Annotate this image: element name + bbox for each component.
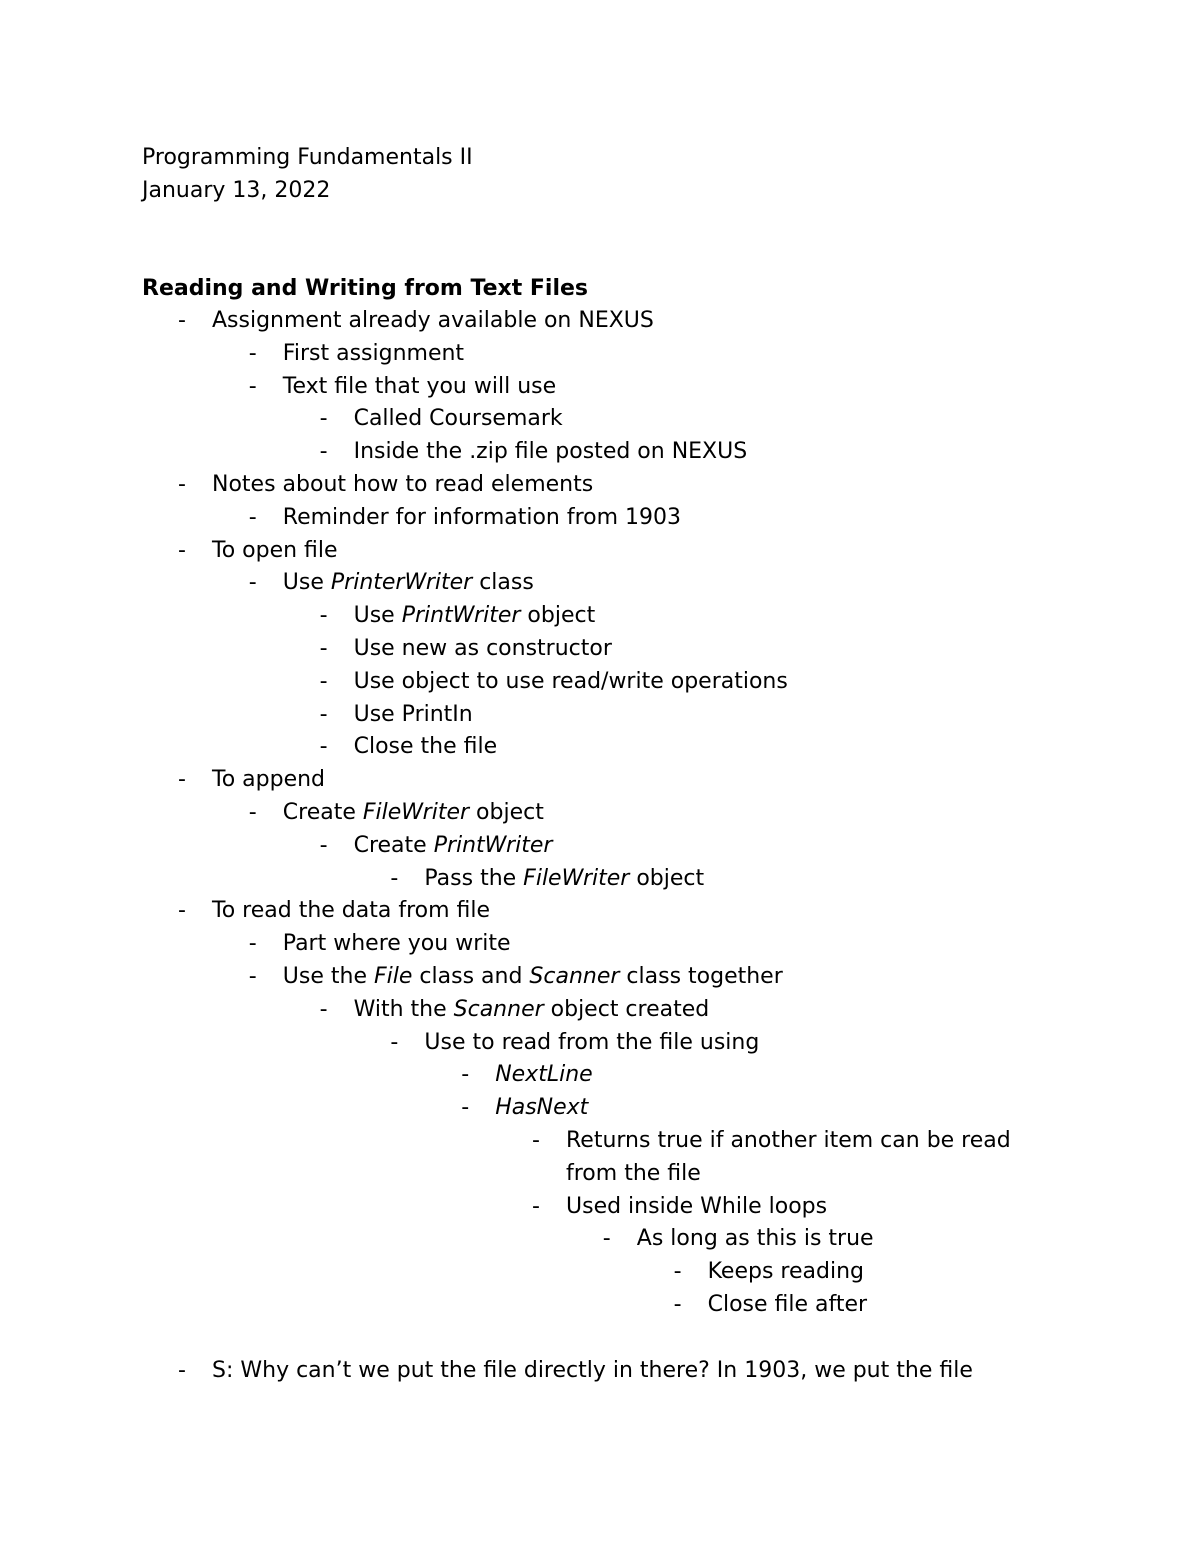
text-segment: Close the file [353,734,498,760]
italic-term: FileWriter [523,865,630,891]
list-item [0,633,1200,666]
text-segment: Use the [282,963,374,989]
list-item-text [212,895,490,928]
list-item-text [495,1092,588,1125]
list-item-text [354,600,596,633]
text-segment: Pass the [424,865,524,891]
list-item-text [283,961,783,994]
list-item-text [566,1191,827,1224]
list-item [0,961,1200,994]
blank-line [0,1322,1200,1355]
list-item-text [566,1125,1046,1191]
bullet-dash: - [178,1357,186,1383]
text-segment: Notes about how to read elements [212,471,594,497]
text-segment: Use to read from the file using [424,1029,760,1055]
bullet-dash: - [319,635,328,661]
bullet-dash: - [319,439,328,465]
italic-term: Scanner [453,996,544,1022]
notes-list [0,305,1200,1387]
list-item-text [354,666,788,699]
text-segment: Used inside While loops [566,1193,828,1219]
text-segment: Called Coursemark [353,406,563,432]
italic-term: File [374,963,413,989]
list-item [0,502,1200,535]
list-item-text [354,699,473,732]
list-item [0,830,1200,863]
list-item [0,1223,1200,1256]
text-segment: Use PrintIn [353,701,473,727]
text-segment: object created [543,996,710,1022]
list-item [0,371,1200,404]
bullet-dash: - [319,406,328,432]
italic-term: PrintWriter [401,603,521,629]
list-item-text [212,764,325,797]
list-item [0,469,1200,502]
bullet-dash: - [461,1095,470,1121]
bullet-dash: - [248,340,257,366]
list-item [0,731,1200,764]
list-item [0,928,1200,961]
list-item-text [708,1256,864,1289]
bullet-dash: - [673,1259,682,1285]
italic-term: HasNext [495,1095,589,1121]
bullet-dash: - [390,865,399,891]
list-item-text [283,338,464,371]
list-item-text [283,928,511,961]
list-item-text [283,371,556,404]
text-segment: Close file after [707,1291,868,1317]
text-segment: As long as this is true [636,1226,874,1252]
text-segment: S: Why can’t we put the file directly in there? In 1903, we put the file [212,1357,973,1383]
bullet-dash: - [178,471,186,497]
list-item [0,1256,1200,1289]
text-segment: object [469,799,544,825]
list-item-text [354,403,563,436]
italic-term: FileWriter [362,799,470,825]
list-item-text [283,502,681,535]
bullet-dash: - [319,668,328,694]
text-segment: Keeps reading [707,1259,864,1285]
list-item [0,403,1200,436]
list-item [0,1059,1200,1092]
list-item-text [212,535,338,568]
bullet-dash: - [319,996,328,1022]
list-item [0,1027,1200,1060]
list-item [0,1125,1200,1191]
bullet-dash: - [248,799,257,825]
text-segment: Use new as constructor [353,635,612,661]
list-item [0,797,1200,830]
bullet-dash: - [248,504,257,530]
text-segment: Use [282,570,331,596]
bullet-dash: - [319,701,328,727]
bullet-dash: - [390,1029,399,1055]
text-segment: class [472,570,534,596]
section-heading: Reading and Writing from Text Files [142,276,588,301]
bullet-dash: - [248,373,257,399]
bullet-dash: - [178,537,186,563]
list-item [0,338,1200,371]
italic-term: PrinterWriter [330,570,473,596]
list-item-text [354,436,748,469]
text-segment: Part where you write [282,931,511,957]
list-item [0,1355,1200,1388]
bullet-dash: - [248,963,257,989]
list-item-text [212,469,593,502]
bullet-dash: - [532,1193,540,1219]
text-segment: Assignment already available on NEXUS [212,308,654,333]
list-item-text [354,633,612,666]
list-item [0,436,1200,469]
list-item [0,863,1200,896]
bullet-dash: - [673,1291,682,1317]
list-item-text [354,731,498,764]
list-item [0,764,1200,797]
bullet-dash: - [602,1226,611,1252]
course-title: Programming Fundamentals II [142,145,473,170]
document-header [142,141,473,207]
list-item-text [283,567,534,600]
italic-term: PrintWriter [433,832,553,858]
text-segment: class together [619,963,783,989]
bullet-dash: - [532,1127,540,1153]
list-item-text [354,830,553,863]
list-item [0,1092,1200,1125]
bullet-dash: - [461,1062,470,1088]
bullet-dash: - [319,603,328,629]
text-segment: Returns true if another item can be read from the file [566,1127,1011,1186]
text-segment: To append [212,767,326,793]
list-item [0,699,1200,732]
bullet-dash: - [178,898,186,924]
text-segment: object [520,603,596,629]
bullet-dash: - [178,767,186,793]
bullet-dash: - [248,570,257,596]
text-segment: Create [282,799,363,825]
text-segment: class and [412,963,530,989]
list-item [0,994,1200,1027]
list-item-text [212,1355,973,1388]
list-item-text [424,1027,759,1060]
lecture-date: January 13, 2022 [142,178,331,203]
text-segment: Reminder for information from 1903 [282,504,682,530]
text-segment: First assignment [282,340,465,366]
list-item-text [495,1059,593,1092]
list-item [0,895,1200,928]
list-item-text [212,305,654,338]
list-item-text [283,797,544,830]
text-segment: Use object to use read/write operations [353,668,788,694]
italic-term: Scanner [529,963,620,989]
list-item [0,1289,1200,1322]
bullet-dash: - [178,308,186,333]
list-item [0,567,1200,600]
text-segment: To read the data from file [212,898,491,924]
text-segment: Inside the .zip file posted on NEXUS [353,439,748,465]
text-segment: object [629,865,705,891]
list-item [0,600,1200,633]
text-segment: Text file that you will use [282,373,557,399]
text-segment: With the [353,996,454,1022]
list-item-text [708,1289,867,1322]
list-item [0,666,1200,699]
bullet-dash: - [319,734,328,760]
list-item [0,535,1200,568]
list-item-text [637,1223,874,1256]
list-item [0,1191,1200,1224]
italic-term: NextLine [495,1062,593,1088]
list-item [0,305,1200,338]
text-segment: To open file [212,537,338,563]
list-item-text [424,863,704,896]
text-segment: Create [353,832,434,858]
text-segment: Use [353,603,402,629]
bullet-dash: - [319,832,328,858]
list-item-text [354,994,710,1027]
bullet-dash: - [248,931,257,957]
